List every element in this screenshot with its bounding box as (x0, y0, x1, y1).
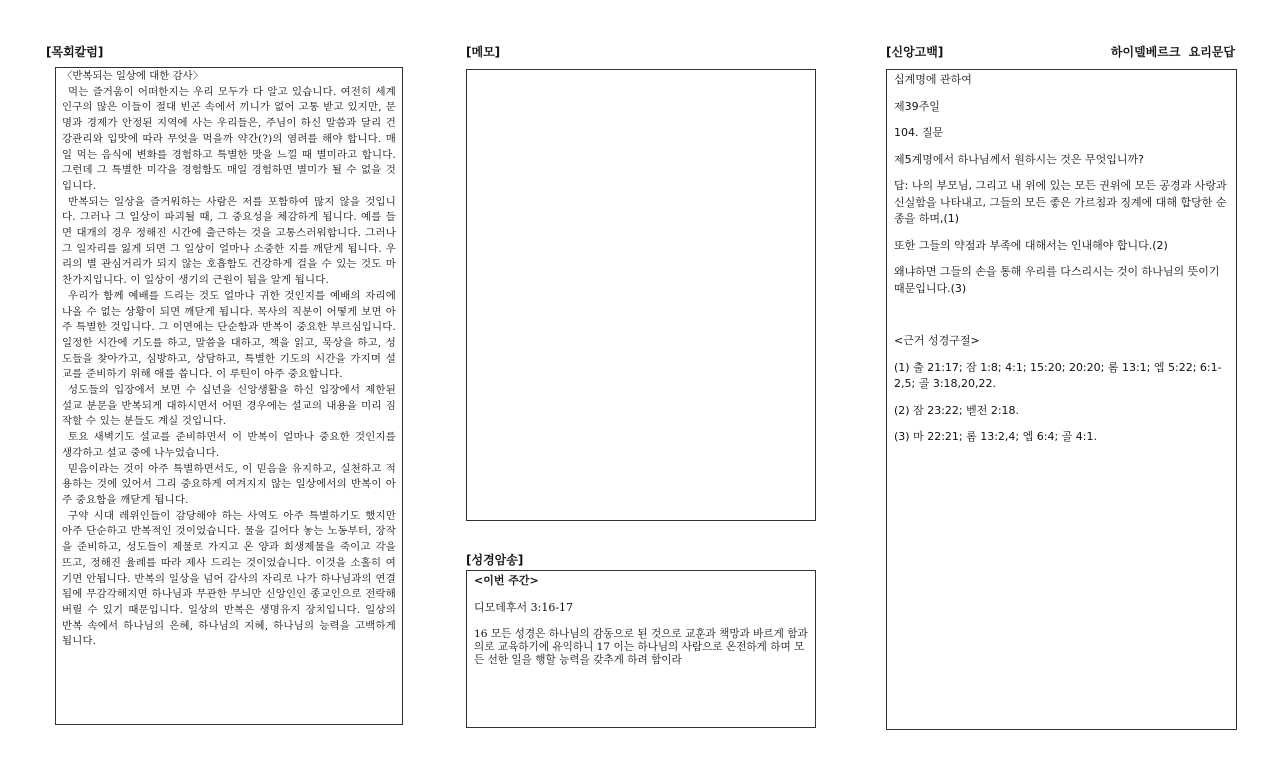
confession-question-number: 104. 질문 (894, 126, 944, 139)
verse-reference: 디모데후서 3:16-17 (474, 601, 574, 614)
proof-reference: (2) 잠 23:22; 벧전 2:18. (894, 403, 1020, 417)
confession-week: 제39주일 (894, 99, 940, 113)
column-heading: 〈반복되는 일상에 대한 감사〉 (62, 70, 204, 82)
catechism-source-title: 하이델베르크 요리문답 (1110, 45, 1235, 59)
verse-title: [성경암송] (466, 553, 524, 567)
confession-box (886, 69, 1237, 730)
confession-topic: 십계명에 관하여 (894, 73, 972, 86)
column-paragraph: 믿음이라는 것이 아주 특별하면서도, 이 믿음을 유지하고, 실천하고 적용하는 것에 있어서 그리 중요하게 여겨지지 않는 일상에서의 반복이 아주 중요함을 깨닫게 됩니다. (62, 462, 396, 506)
column-paragraph: 성도들의 입장에서 보면 수 십년을 신앙생활을 하신 입장에서 제한된 설교 분문을 반복되게 대하시면서 어떤 경우에는 설교의 내용을 미리 짐작할 수 있는 분들도 계실 것입니다. (62, 384, 396, 428)
confession-title: [신앙고백] (886, 45, 944, 59)
spacer (894, 307, 1229, 333)
verse-text: 16 모든 성경은 하나님의 감동으로 된 것으로 교훈과 책망과 바르게 함과 의로 교육하기에 유익하니 17 이는 하나님의 사람으로 온전하게 하며 모든 선한 일을 행할 능력을 갖추게 하려 함이라 (474, 628, 808, 666)
proof-reference: (1) 출 21:17; 잠 1:8; 4:1; 15:20; 20:20; 롬 13:1; 엡 5:22; 6:1-2,5; 골 3:18,20,22. (894, 360, 1222, 390)
verse-box (466, 570, 816, 728)
confession-question: 제5계명에서 하나님께서 원하시는 것은 무엇입니까? (894, 152, 1144, 166)
confession-answer: 또한 그들의 약점과 부족에 대해서는 인내해야 합니다.(2) (894, 238, 1168, 252)
pastor-column-title: [목회칼럼] (46, 45, 104, 59)
column-paragraph: 구약 시대 레위인들이 감당해야 하는 사역도 아주 특별하기도 했지만 아주 단순하고 반복적인 것이었습니다. 물을 길어다 놓는 노동부터, 장작을 준비하고, 성도들이 제물로 가지고 온 양과 희생제물을 죽이고 각을 뜨고, 정해진 율례를 따라 제사 드리는 것이었습니다. 이것을 소홀히 여기면 안됩니다. 반복의 일상을 넘어 감사의 자리로 나가 하나님과의 연결됨에 무감각해지면 하나님과 무관한 무늬만 신앙인인 종교인으로 전락해 버릴 수 있기 때문입니다. 일상의 반복은 생명유지 장치입니다. 일상의 반복 속에서 하나님의 은혜, 하나님의 지혜, 하나님의 능력을 고백하게 됩니다. (62, 509, 396, 648)
confession-answer: 왜냐하면 그들의 손을 통해 우리를 다스리시는 것이 하나님의 뜻이기 때문입니다.(3) (894, 265, 1220, 295)
column-paragraph: 우리가 함께 예배를 드리는 것도 얼마나 귀한 것인지를 예배의 자리에 나올 수 없는 상황이 되면 깨닫게 됩니다. 목사의 직분이 어떻게 보면 아주 특별한 것입니다. 그 이면에는 단순함과 반복이 중요한 부르심입니다. 일정한 시간에 기도를 하고, 말씀을 대하고, 책을 읽고, 묵상을 하고, 성도들을 찾아가고, 심방하고, 상담하고, 특별한 기도의 시간을 가지며 설교를 준비하기 위해 애를 씁니다. 이 루틴이 아주 중요합니다. (62, 289, 396, 381)
column-paragraph: 토요 새벽기도 설교를 준비하면서 이 반복이 얼마나 중요한 것인지를 생각하고 설교 중에 나누었습니다. (62, 431, 396, 459)
column-body (62, 85, 396, 650)
column-paragraph: 먹는 즐거움이 어떠한지는 우리 모두가 다 알고 있습니다. 여전히 세계 인구의 많은 이들이 절대 빈곤 속에서 끼니가 없어 고통 받고 있지만, 문명과 경제가 안정된 지역에 사는 우리들은, 주님이 하신 말씀과 달리 건강관리와 입맛에 따라 무엇을 먹을까 약간(?)의 염려를 해야 합니다. 매일 먹는 음식에 변화를 경험하고 특별한 맛을 느낄 때 별미라고 합니다. 그런데 그 특별한 미각을 경험함도 매일 경험하면 별미가 될 수 없을 것입니다. (62, 85, 396, 192)
proof-heading: <근거 성경구절> (894, 334, 980, 347)
memo-box[interactable] (466, 69, 816, 521)
proof-reference: (3) 마 22:21; 롬 13:2,4; 엡 6:4; 골 4:1. (894, 430, 1097, 443)
column-paragraph: 반복되는 일상을 즐거워하는 사람은 저를 포함하여 많지 않을 것입니다. 그러나 그 일상이 파괴될 때, 그 중요성을 체감하게 됩니다. 예를 들면 대개의 경우 정해진 시간에 출근하는 것을 고통스러워합니다. 그러나 그 일자리를 잃게 되면 그 일상이 얼마나 소중한 지를 깨닫게 됩니다. 우리의 별 관심거리가 되지 않는 호흡함도 건강하게 걸을 수 있는 것도 마찬가지입니다. 이 일상이 생기의 근원이 됨을 알게 됩니다. (62, 195, 396, 287)
verse-week-label: <이번 주간> (474, 574, 539, 587)
memo-title: [메모] (466, 45, 501, 59)
confession-answer: 답: 나의 부모님, 그리고 내 위에 있는 모든 권위에 모든 공경과 사랑과 신실함을 나타내고, 그들의 모든 좋은 가르침과 징계에 대해 합당한 순종을 하며,(1) (894, 179, 1227, 225)
pastor-column-box (55, 67, 403, 725)
